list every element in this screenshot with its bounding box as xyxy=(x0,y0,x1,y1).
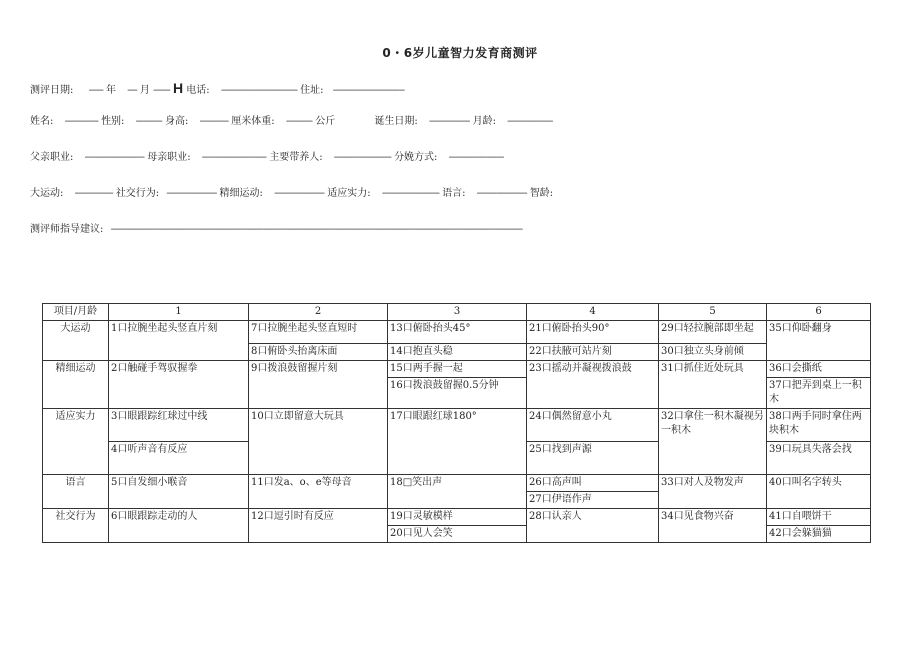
language-label: 语言: xyxy=(442,188,466,199)
item-cell[interactable]: 16口拨浪鼓留握0.5分钟 xyxy=(388,378,527,409)
item-cell[interactable]: 11口发a、o、e等母音 xyxy=(249,475,388,509)
page-title: 0・6岁儿童智力发育商测评 xyxy=(382,46,538,60)
day-mark: H xyxy=(172,80,184,96)
item-cell[interactable]: 30口独立头身前倾 xyxy=(659,344,767,361)
date-month-blank[interactable]: ---- xyxy=(127,85,137,96)
mother-blank[interactable]: --------------------------- xyxy=(201,152,267,163)
birth-label: 诞生日期: xyxy=(374,116,418,127)
form-line-family xyxy=(30,148,503,163)
address-blank[interactable]: ------------------------------ xyxy=(332,85,405,96)
name-blank[interactable]: -------------- xyxy=(64,116,98,127)
item-cell[interactable]: 3口眼跟踪红球过中线 xyxy=(109,409,249,442)
header-cell-item: 项目/月龄 xyxy=(43,304,109,321)
form-line-scores xyxy=(30,184,553,199)
row-label-adaptive: 适应实力 xyxy=(43,409,109,475)
item-cell[interactable]: 14口抱直头稳 xyxy=(388,344,527,361)
item-cell[interactable]: 39口玩具失落会找 xyxy=(767,442,871,475)
item-cell[interactable]: 15口两手握一起 xyxy=(388,361,527,378)
row-label-gross-motor: 大运动 xyxy=(43,321,109,361)
item-cell[interactable]: 21口俯卧抬头90° xyxy=(527,321,659,344)
form-line-basic xyxy=(30,112,552,127)
item-cell[interactable]: 42口会躲猫猫 xyxy=(767,526,871,543)
header-cell-month: 4 xyxy=(527,304,659,321)
assessment-table xyxy=(42,303,871,543)
date-label: 测评日期: xyxy=(30,85,74,96)
item-cell[interactable]: 37口把弄到桌上一积木 xyxy=(767,378,871,409)
item-cell[interactable]: 35口仰卧翻身 xyxy=(767,321,871,361)
item-cell[interactable]: 1口拉腕坐起头竖直片刻 xyxy=(109,321,249,361)
item-cell[interactable]: 19口灵敏模样 xyxy=(388,509,527,526)
item-cell[interactable]: 29口轻拉腕部即坐起 xyxy=(659,321,767,344)
height-label: 身高: xyxy=(164,116,189,127)
phone-blank[interactable]: -------------------------------- xyxy=(220,85,297,96)
item-cell[interactable]: 26口高声叫 xyxy=(527,475,659,492)
birth-blank[interactable]: ----------------- xyxy=(428,116,470,127)
advice-label: 测评师指导建议: xyxy=(30,224,104,235)
advice-blank[interactable]: ----------------------------------------------------------------------------------------------------------------------------------------------------------------------------- xyxy=(110,224,523,235)
father-blank[interactable]: ------------------------- xyxy=(84,152,145,163)
table-row xyxy=(43,409,871,442)
height-blank[interactable]: ------------ xyxy=(199,116,229,127)
weight-blank[interactable]: ----------- xyxy=(285,116,313,127)
gross-motor-blank[interactable]: ---------------- xyxy=(74,188,113,199)
table-header-row xyxy=(43,304,871,321)
item-cell[interactable]: 23口摇动并凝视拨浪鼓 xyxy=(527,361,659,409)
item-cell[interactable]: 36口会撕纸 xyxy=(767,361,871,378)
social-label: 社交行为: xyxy=(115,188,160,199)
item-cell[interactable]: 12口逗引时有反应 xyxy=(249,509,388,543)
adaptive-blank[interactable]: ------------------------ xyxy=(381,188,439,199)
dq-label: 智龄: xyxy=(529,188,554,199)
header-cell-month: 1 xyxy=(109,304,249,321)
father-label: 父亲职业: xyxy=(30,152,74,163)
address-label: 住址: xyxy=(300,85,324,96)
item-cell[interactable]: 38口两手同时拿住两块积木 xyxy=(767,409,871,442)
item-cell[interactable]: 13口俯卧抬头45° xyxy=(388,321,527,344)
adaptive-label: 适应实力: xyxy=(327,188,371,199)
item-cell[interactable]: 41口自喂饼干 xyxy=(767,509,871,526)
mother-label: 母亲职业: xyxy=(147,152,191,163)
form-line-advice xyxy=(30,220,890,235)
kg-label: 公斤 xyxy=(315,116,336,127)
item-cell[interactable]: 6口眼跟踪走动的人 xyxy=(109,509,249,543)
caregiver-blank[interactable]: ------------------------ xyxy=(333,152,391,163)
item-cell[interactable]: 31口抓住近处玩具 xyxy=(659,361,767,409)
age-months-blank[interactable]: ------------------- xyxy=(507,116,553,127)
item-cell[interactable]: 34口见食物兴奋 xyxy=(659,509,767,543)
name-label: 姓名: xyxy=(30,116,54,127)
table-row xyxy=(43,509,871,526)
date-day-blank[interactable]: ------- xyxy=(153,85,170,96)
table-row xyxy=(43,361,871,378)
delivery-blank[interactable]: ----------------------- xyxy=(448,152,504,163)
year-label: 年 xyxy=(106,85,117,96)
row-label-language: 语言 xyxy=(43,475,109,509)
item-cell[interactable]: 22口扶腋可站片刻 xyxy=(527,344,659,361)
header-cell-month: 5 xyxy=(659,304,767,321)
item-cell[interactable]: 24口偶然留意小丸 xyxy=(527,409,659,442)
date-year-blank[interactable]: ------ xyxy=(88,85,103,96)
item-cell[interactable]: 27口伊语作声 xyxy=(527,492,659,509)
fine-motor-blank[interactable]: --------------------- xyxy=(274,188,325,199)
item-cell[interactable]: 4口听声音有反应 xyxy=(109,442,249,475)
fine-motor-label: 精细运动: xyxy=(219,188,263,199)
caregiver-label: 主要带养人: xyxy=(269,152,323,163)
form-line-date xyxy=(30,80,404,96)
row-label-social: 社交行为 xyxy=(43,509,109,543)
table-row xyxy=(43,475,871,492)
header-cell-month: 6 xyxy=(767,304,871,321)
social-blank[interactable]: --------------------- xyxy=(166,188,217,199)
delivery-label: 分娩方式: xyxy=(394,152,438,163)
phone-label: 电话: xyxy=(186,85,210,96)
age-months-label: 月龄: xyxy=(472,116,496,127)
item-cell[interactable]: 20口见人会笑 xyxy=(388,526,527,543)
row-label-fine-motor: 精细运动 xyxy=(43,361,109,409)
item-cell[interactable]: 17口眼跟红球180° xyxy=(388,409,527,475)
item-cell[interactable]: 8口俯卧头抬离床面 xyxy=(249,344,388,361)
language-blank[interactable]: --------------------- xyxy=(476,188,527,199)
item-cell[interactable]: 32口拿住一积木凝视另一积木 xyxy=(659,409,767,475)
item-cell[interactable]: 9口拨浪鼓留握片刻 xyxy=(249,361,388,409)
gender-blank[interactable]: ----------- xyxy=(135,116,162,127)
item-cell[interactable]: 18□笑出声 xyxy=(388,475,527,509)
header-cell-month: 3 xyxy=(388,304,527,321)
item-cell[interactable]: 40口叫名字转头 xyxy=(767,475,871,509)
header-cell-month: 2 xyxy=(249,304,388,321)
month-label: 月 xyxy=(139,85,150,96)
table-row xyxy=(43,321,871,344)
gross-motor-label: 大运动: xyxy=(30,188,64,199)
item-cell[interactable]: 28口认亲人 xyxy=(527,509,659,543)
weight-label: 厘米体重: xyxy=(231,116,275,127)
item-cell[interactable]: 25口找到声源 xyxy=(527,442,659,475)
item-cell[interactable]: 10口立即留意大玩具 xyxy=(249,409,388,475)
gender-label: 性别: xyxy=(101,116,125,127)
item-cell[interactable]: 33口对人及物发声 xyxy=(659,475,767,509)
item-cell[interactable]: 5口自发细小喉音 xyxy=(109,475,249,509)
item-cell[interactable]: 2口触碰手驾驭握拳 xyxy=(109,361,249,409)
item-cell[interactable]: 7口拉腕坐起头竖直短时 xyxy=(249,321,388,344)
